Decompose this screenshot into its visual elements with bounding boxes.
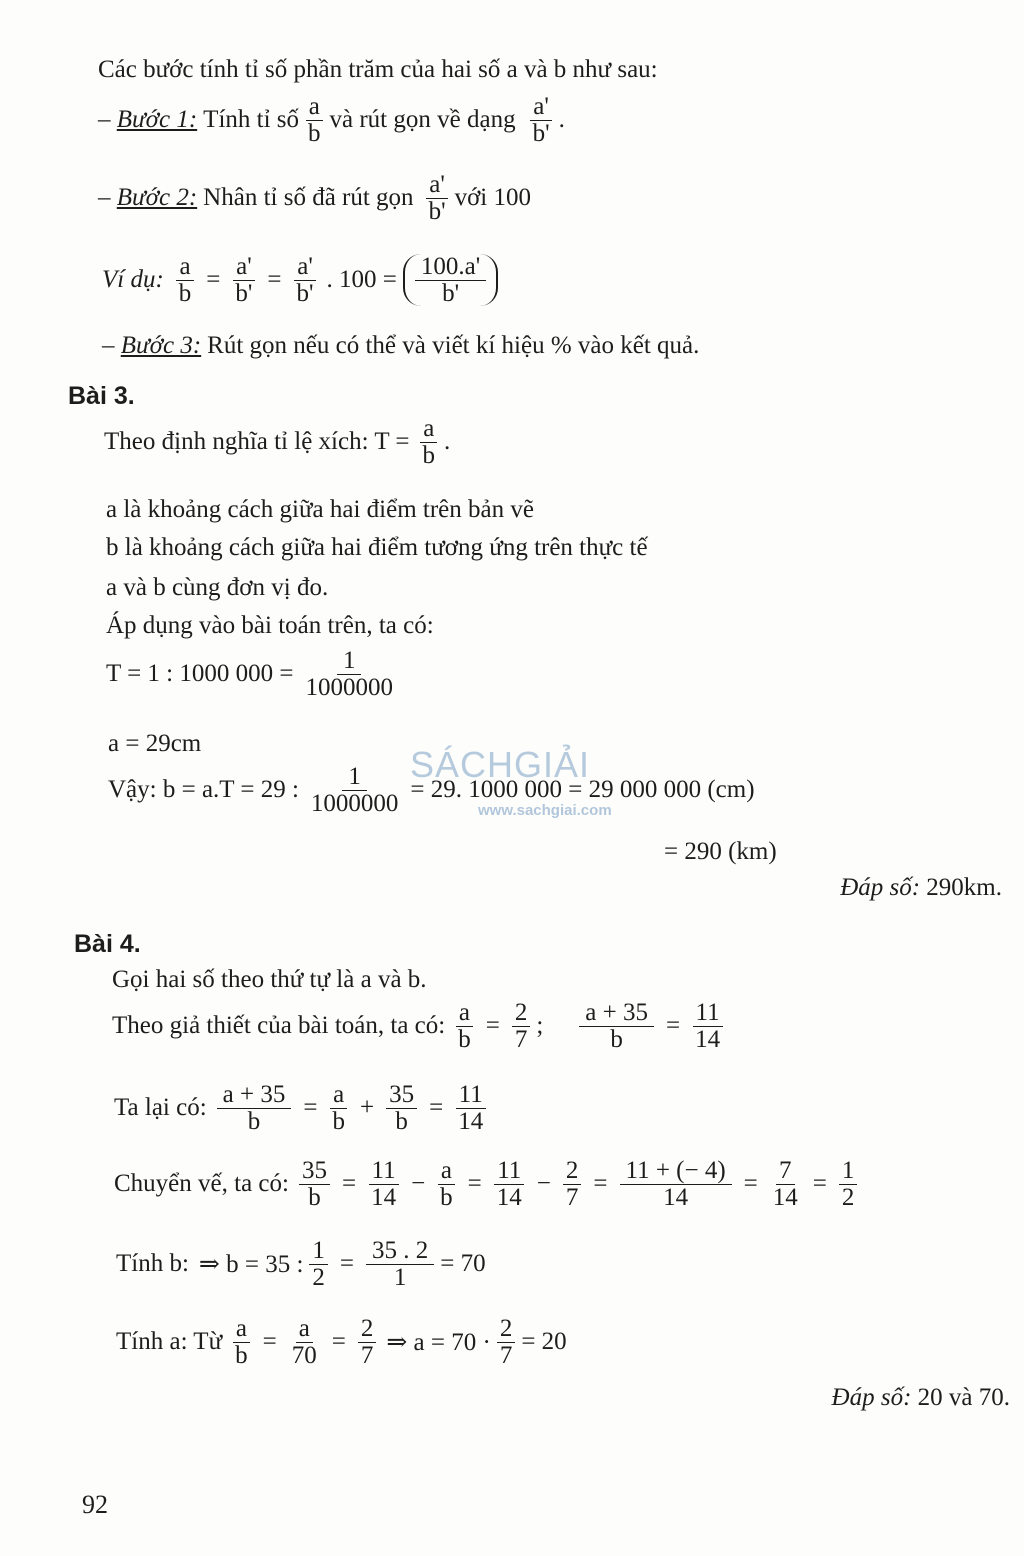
bai-4-heading: Bài 4. — [74, 930, 141, 958]
bai-3-a-line: a là khoảng cách giữa hai điểm trên bản vẽ — [106, 496, 534, 523]
fraction-ap-bp: $\frac{a'}{b'}$ — [232, 254, 255, 306]
bai-3-b-expression: Vậy: b = a.T = 29 : $\frac{1}{1000000}$ = 29. 1000 000 = 29 000 000 (cm) — [108, 763, 755, 817]
bai-4-line-6: Tính a: Từ $\frac{a}{b}$ = $\frac{a}{70}$ = $\frac{2}{7}$ ⇒ a = 70 · $\frac{2}{7}$ = 20 — [116, 1315, 567, 1369]
bai-4-givens: Theo giả thiết của bài toán, ta có: $\frac{a}{b}$ = $\frac{2}{7}$ ; $\frac{a + 35}{b}$ = $\frac{11}{14}$ — [112, 1000, 729, 1052]
fraction-35-b: $\frac{35}{b}$ — [386, 1082, 417, 1134]
fraction-a-b: $\frac{a}{b}$ — [305, 94, 324, 146]
bai-3-definition: Theo định nghĩa tỉ lệ xích: T = $\frac{a}{b}$ . — [104, 415, 451, 469]
fraction-11-14: $\frac{11}{14}$ — [494, 1158, 525, 1210]
fraction-a-b: $\frac{a}{b}$ — [329, 1082, 348, 1134]
bai-4-answer: Đáp số: 20 và 70. — [831, 1384, 1010, 1411]
intro-line: Các bước tính tỉ số phần trăm của hai số a và b như sau: — [98, 56, 658, 83]
bai-3-a-value: a = 29cm — [108, 730, 202, 757]
fraction-2-7: $\frac{2}{7}$ — [497, 1316, 516, 1368]
fraction-1-2: $\frac{1}{2}$ — [839, 1158, 858, 1210]
fraction-ap-bp: $\frac{a'}{b'}$ — [294, 254, 317, 306]
fraction-1-1000000: $\frac{1}{1000000}$ — [305, 647, 393, 701]
fraction-2-7: $\frac{2}{7}$ — [563, 1158, 582, 1210]
fraction-a-b: $\frac{a}{b}$ — [420, 416, 439, 468]
step-1: – Bước 1: Tính tỉ số $\frac{a}{b}$ và rút gọn về dạng $\frac{a'}{b'}$ . — [98, 93, 565, 147]
bai-4-line-3: Ta lại có: $\frac{a + 35}{b}$ = $\frac{a}{b}$ + $\frac{35}{b}$ = $\frac{11}{14}$ — [114, 1082, 492, 1134]
bai-3-answer: Đáp số: 290km. — [840, 874, 1002, 901]
bai-3-t-expression: T = 1 : 1000 000 = $\frac{1}{1000000}$ — [106, 648, 405, 700]
step-3: – Bước 3: Rút gọn nếu có thể và viết kí hiệu % vào kết quả. — [102, 332, 700, 359]
fraction-11-14: $\frac{11}{14}$ — [692, 1000, 723, 1052]
example: Ví dụ: $\frac{a}{b}$ = $\frac{a'}{b'}$ = $\frac{a'}{b'}$ . 100 = $\frac{100.a'}{b'}$ — [102, 254, 498, 306]
bai-3-b-km: = 290 (km) — [664, 838, 777, 865]
fraction-1-1000000: $\frac{1}{1000000}$ — [310, 763, 399, 817]
fraction-100ap-bp: $\frac{100.a'}{b'}$ — [415, 254, 486, 306]
fraction-1-2: $\frac{1}{2}$ — [309, 1238, 328, 1290]
fraction-ap-bp: $\frac{a'}{b'}$ — [530, 94, 553, 146]
fraction-352-1: $\frac{35 . 2}{1}$ — [366, 1238, 434, 1290]
fraction-ap-bp: $\frac{a'}{b'}$ — [426, 172, 449, 224]
bai-3-apply-line: Áp dụng vào bài toán trên, ta có: — [106, 612, 434, 639]
step-1-label: Bước 1: — [116, 106, 198, 133]
bai-3-heading: Bài 3. — [68, 382, 135, 410]
bai-4-line-1: Gọi hai số theo thứ tự là a và b. — [112, 966, 427, 993]
fraction-2-7: $\frac{2}{7}$ — [512, 1000, 531, 1052]
fraction-35-b: $\frac{35}{b}$ — [299, 1158, 330, 1210]
bai-3-unit-line: a và b cùng đơn vị đo. — [106, 574, 329, 601]
fraction-a35-b: $\frac{a + 35}{b}$ — [579, 1000, 654, 1052]
fraction-7-14: $\frac{7}{14}$ — [772, 1157, 798, 1211]
fraction-a-b: $\frac{a}{b}$ — [455, 1000, 474, 1052]
fraction-11-14: $\frac{11}{14}$ — [455, 1082, 486, 1134]
fraction-a-b: $\frac{a}{b}$ — [232, 1316, 251, 1368]
step-3-label: Bước 3: — [120, 332, 202, 359]
example-label: Ví dụ: — [102, 266, 164, 293]
watermark-brand: SÁCHGIẢI — [410, 744, 591, 785]
step-2: – Bước 2: Nhân tỉ số đã rút gọn $\frac{a'}{b'}$ với 100 — [98, 171, 531, 225]
watermark-url: www.sachgiai.com — [478, 802, 612, 819]
bai-4-line-5: Tính b: ⇒ b = 35 : $\frac{1}{2}$ = $\frac{35 . 2}{1}$ = 70 — [116, 1237, 486, 1291]
bai-3-b-line: b là khoảng cách giữa hai điểm tương ứng trên thực tế — [106, 534, 648, 561]
fraction-a-70: $\frac{a}{70}$ — [291, 1315, 317, 1369]
step-2-label: Bước 2: — [116, 184, 198, 211]
fraction-2-7: $\frac{2}{7}$ — [358, 1316, 377, 1368]
fraction-11-14: $\frac{11}{14}$ — [368, 1158, 399, 1210]
parenthesized-fraction — [403, 254, 498, 306]
page-number: 92 — [82, 1490, 108, 1519]
bai-4-line-4: Chuyển vế, ta có: $\frac{35}{b}$ = $\frac{11}{14}$ − $\frac{a}{b}$ = $\frac{11}{14}$ − $\frac{2}{7}$ = $\frac{11 + (- 4)}{14}$ = $\frac{7}{14}$ = $\frac{1}{2}$ — [114, 1158, 863, 1210]
fraction-11m4-14: $\frac{11 + (- 4)}{14}$ — [620, 1158, 732, 1210]
fraction-a-b: $\frac{a}{b}$ — [176, 254, 195, 306]
fraction-a35-b: $\frac{a + 35}{b}$ — [217, 1082, 292, 1134]
fraction-a-b: $\frac{a}{b}$ — [437, 1158, 456, 1210]
